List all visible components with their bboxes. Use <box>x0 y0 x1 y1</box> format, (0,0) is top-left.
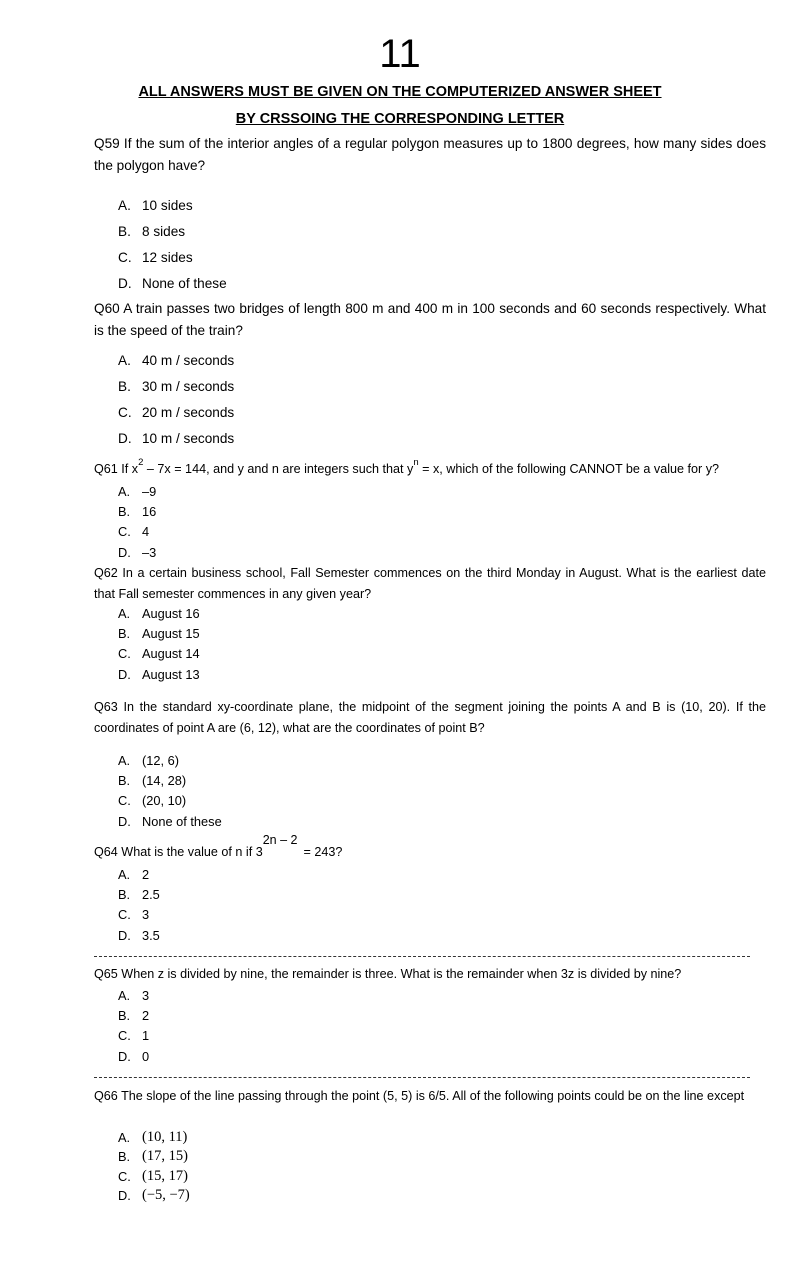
question-64-options <box>118 865 160 946</box>
option-text: 30 m / seconds <box>142 379 235 394</box>
option-text: (15, 17) <box>142 1167 188 1184</box>
option-letter: D. <box>118 666 131 682</box>
option-text: 12 sides <box>142 250 193 265</box>
option-text: (12, 6) <box>142 753 179 768</box>
option-letter: B. <box>118 773 131 789</box>
option-letter: B. <box>118 887 131 903</box>
option-letter: A. <box>118 867 131 882</box>
question-63-options <box>118 751 222 832</box>
option-c[interactable] <box>118 245 227 271</box>
question-65-options <box>118 986 149 1067</box>
question-62: Q62 In a certain business school, Fall Semester commences on the third Monday in August. What is the earliest date that Fall semester commences in any given year? <box>94 566 766 601</box>
question-text: = 243? <box>303 845 343 859</box>
option-b[interactable] <box>118 502 156 522</box>
option-b[interactable] <box>118 219 227 245</box>
option-text: 3.5 <box>142 927 160 943</box>
option-letter: D. <box>118 927 131 943</box>
option-text: 10 m / seconds <box>142 431 235 446</box>
option-b[interactable] <box>118 885 160 905</box>
option-text: (17, 15) <box>142 1148 188 1165</box>
option-letter: B. <box>118 379 131 394</box>
option-letter: B. <box>118 626 131 642</box>
option-text: –9 <box>142 484 157 499</box>
option-text: 0 <box>142 1048 150 1064</box>
option-a[interactable] <box>118 865 160 885</box>
option-letter: C. <box>118 793 131 809</box>
option-letter: D. <box>118 1187 131 1203</box>
option-text: 20 m / seconds <box>142 405 235 420</box>
option-b[interactable] <box>118 1147 190 1166</box>
option-letter: D. <box>118 1048 131 1064</box>
question-64 <box>94 833 766 863</box>
option-d[interactable] <box>118 1186 190 1205</box>
option-c[interactable] <box>118 400 234 426</box>
option-c[interactable] <box>118 791 222 811</box>
option-letter: C. <box>118 405 132 420</box>
option-d[interactable] <box>118 271 227 297</box>
option-letter: A. <box>118 606 131 621</box>
option-letter: D. <box>118 813 131 829</box>
option-letter: C. <box>118 907 131 923</box>
superscript: n <box>413 456 419 468</box>
option-letter: A. <box>118 198 131 213</box>
option-text: –3 <box>142 544 157 560</box>
option-text: 3 <box>142 988 150 1003</box>
option-d[interactable] <box>118 1047 149 1067</box>
option-letter: C. <box>118 646 131 662</box>
option-letter: D. <box>118 431 132 446</box>
option-text: 4 <box>142 524 150 540</box>
question-59: Q59 If the sum of the interior angles of a regular polygon measures up to 1800 degrees, how many sides does the polygon have? <box>94 136 766 173</box>
option-text: 8 sides <box>142 224 186 239</box>
option-text: 40 m / seconds <box>142 353 235 368</box>
instruction-heading-line-1: ALL ANSWERS MUST BE GIVEN ON THE COMPUTERIZED ANSWER SHEET <box>138 84 662 100</box>
question-63: Q63 In the standard xy-coordinate plane, the midpoint of the segment joining the points A and B is (10, 20). If the coordinates of point A are (6, 12), what are the coordinates of point B? <box>94 700 766 735</box>
option-text: (14, 28) <box>142 773 187 789</box>
instruction-heading-line-2: BY CRSSOING THE CORRESPONDING LETTER <box>235 111 565 127</box>
option-letter: A. <box>118 484 131 499</box>
option-letter: A. <box>118 988 131 1003</box>
question-66-options <box>118 1128 190 1205</box>
option-a[interactable] <box>118 348 234 374</box>
option-b[interactable] <box>118 771 222 791</box>
option-c[interactable] <box>118 905 160 925</box>
option-letter: B. <box>118 1008 131 1024</box>
question-text: = x, which of the following CANNOT be a value for y? <box>418 462 720 476</box>
option-text: 10 sides <box>142 198 193 213</box>
superscript: 2 <box>138 456 144 468</box>
page-number: 11 <box>379 32 421 76</box>
option-a[interactable] <box>118 482 156 502</box>
option-letter: C. <box>118 250 132 265</box>
option-c[interactable] <box>118 644 200 664</box>
question-66: Q66 The slope of the line passing through the point (5, 5) is 6/5. All of the following points could be on the line except <box>94 1089 745 1103</box>
option-letter: B. <box>118 504 131 520</box>
option-letter: D. <box>118 544 131 560</box>
option-a[interactable] <box>118 986 149 1006</box>
option-d[interactable] <box>118 665 200 685</box>
option-text: 16 <box>142 504 157 520</box>
option-text: 2 <box>142 867 150 882</box>
option-a[interactable] <box>118 751 222 771</box>
option-letter: A. <box>118 353 131 368</box>
option-text: August 14 <box>142 646 200 662</box>
question-65: Q65 When z is divided by nine, the remainder is three. What is the remainder when 3z is divided by nine? <box>94 967 682 981</box>
exponent: 2n – 2 <box>262 833 298 847</box>
option-letter: A. <box>118 753 131 768</box>
section-divider <box>94 1077 750 1078</box>
option-c[interactable] <box>118 1026 149 1046</box>
section-divider <box>94 956 750 957</box>
question-62-options <box>118 604 200 685</box>
option-text: (10, 11) <box>142 1129 188 1145</box>
option-text: August 16 <box>142 606 200 621</box>
option-letter: B. <box>118 224 131 239</box>
question-61 <box>94 456 766 480</box>
question-text: Q61 If x <box>94 462 139 476</box>
option-d[interactable] <box>118 926 160 946</box>
option-text: None of these <box>142 813 222 829</box>
option-letter: C. <box>118 1168 131 1184</box>
option-d[interactable] <box>118 543 156 563</box>
option-text: 2.5 <box>142 887 160 903</box>
question-60-options <box>118 348 234 452</box>
option-b[interactable] <box>118 1006 149 1026</box>
question-59-options <box>118 193 227 297</box>
option-text: (20, 10) <box>142 793 187 809</box>
option-c[interactable] <box>118 522 156 542</box>
option-letter: A. <box>118 1130 131 1145</box>
option-d[interactable] <box>118 426 234 452</box>
option-text: 1 <box>142 1028 150 1044</box>
option-b[interactable] <box>118 374 234 400</box>
option-text: 3 <box>142 907 150 923</box>
option-text: 2 <box>142 1008 150 1024</box>
question-text: – 7x = 144, and y and n are integers such that y <box>143 462 414 476</box>
option-a[interactable] <box>118 1128 190 1147</box>
option-a[interactable] <box>118 193 227 219</box>
option-text: August 15 <box>142 626 200 642</box>
question-61-options <box>118 482 156 563</box>
option-letter: C. <box>118 1028 131 1044</box>
option-text: None of these <box>142 276 227 291</box>
option-letter: B. <box>118 1149 131 1165</box>
option-c[interactable] <box>118 1167 190 1186</box>
option-letter: C. <box>118 524 131 540</box>
question-text: Q64 What is the value of n if 3 <box>94 845 263 859</box>
option-d[interactable] <box>118 812 222 832</box>
question-60: Q60 A train passes two bridges of length 800 m and 400 m in 100 seconds and 60 seconds respectively. What is the speed of the train? <box>94 301 766 338</box>
option-a[interactable] <box>118 604 200 624</box>
option-b[interactable] <box>118 624 200 644</box>
option-letter: D. <box>118 276 132 291</box>
option-text: August 13 <box>142 666 200 682</box>
option-text: (−5, −7) <box>142 1186 190 1203</box>
